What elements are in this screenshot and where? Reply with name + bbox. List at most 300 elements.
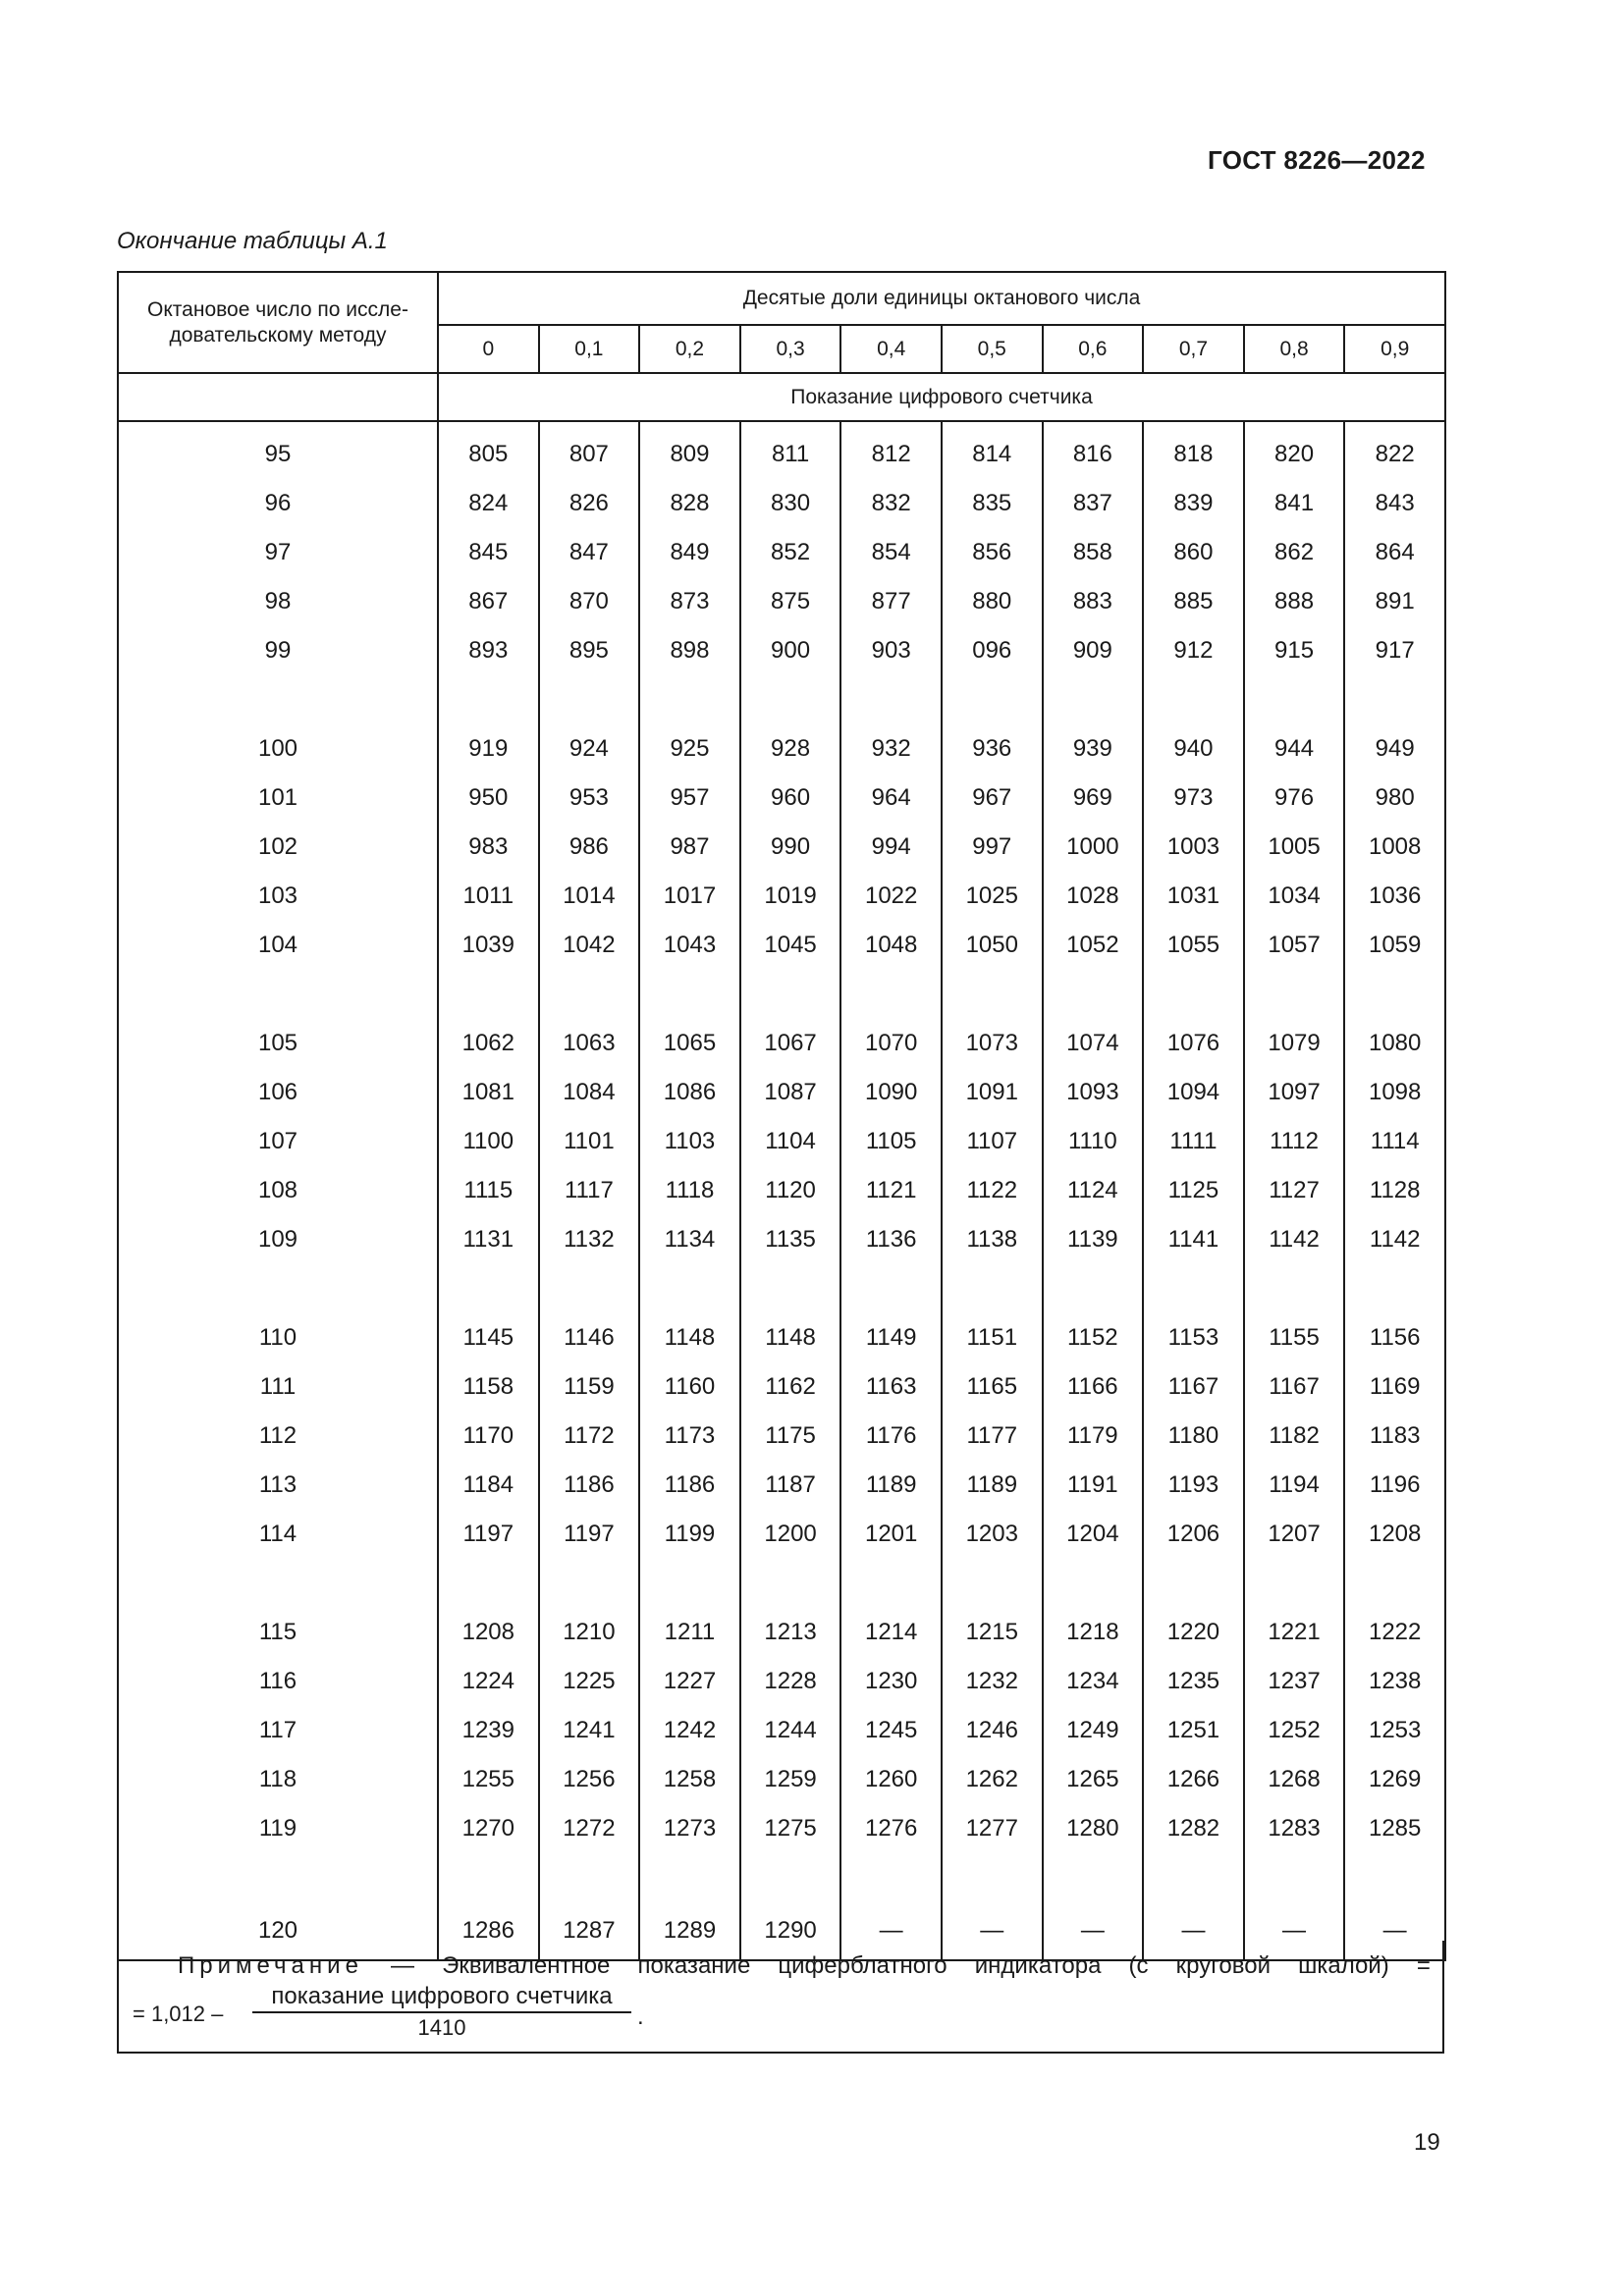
gap-cell xyxy=(539,675,640,724)
counter-value-cell: — xyxy=(1143,1902,1244,1960)
gap-cell xyxy=(118,970,438,1019)
counter-value-cell: 1225 xyxy=(539,1657,640,1706)
counter-value-cell: 835 xyxy=(942,479,1043,528)
counter-value-cell: 944 xyxy=(1244,724,1345,774)
counter-value-cell: 1118 xyxy=(639,1166,740,1215)
header-separator xyxy=(118,421,1445,430)
gap-cell xyxy=(942,675,1043,724)
counter-value-cell: 1097 xyxy=(1244,1068,1345,1117)
column-header: 0,9 xyxy=(1344,325,1445,373)
gap-cell xyxy=(539,1559,640,1608)
counter-value-cell: 1199 xyxy=(639,1510,740,1559)
counter-value-cell: 1091 xyxy=(942,1068,1043,1117)
gap-cell xyxy=(942,1264,1043,1313)
counter-value-cell: 1128 xyxy=(1344,1166,1445,1215)
gap-cell xyxy=(639,1853,740,1902)
table-row xyxy=(118,724,1445,774)
counter-value-cell: 1022 xyxy=(840,872,942,921)
counter-value-cell: 1283 xyxy=(1244,1804,1345,1853)
counter-value-cell: 1028 xyxy=(1043,872,1144,921)
octane-number-cell: 120 xyxy=(118,1902,438,1960)
counter-value-cell: 973 xyxy=(1143,774,1244,823)
counter-value-cell: 1076 xyxy=(1143,1019,1244,1068)
counter-value-cell: 1043 xyxy=(639,921,740,970)
octane-number-cell: 114 xyxy=(118,1510,438,1559)
column-header: 0,5 xyxy=(942,325,1043,373)
counter-value-cell: 1266 xyxy=(1143,1755,1244,1804)
counter-value-cell: 1115 xyxy=(438,1166,539,1215)
counter-value-cell: 885 xyxy=(1143,577,1244,626)
table-row xyxy=(118,1755,1445,1804)
gap-cell xyxy=(1344,1264,1445,1313)
table-row xyxy=(118,577,1445,626)
counter-value-cell: 893 xyxy=(438,626,539,675)
table-row xyxy=(118,1362,1445,1412)
counter-value-cell: 1048 xyxy=(840,921,942,970)
gap-cell xyxy=(1143,1559,1244,1608)
note-word: (с xyxy=(1128,1952,1149,1979)
counter-value-cell: 1255 xyxy=(438,1755,539,1804)
table-row xyxy=(118,774,1445,823)
counter-value-cell: 845 xyxy=(438,528,539,577)
counter-value-cell: 1237 xyxy=(1244,1657,1345,1706)
counter-value-cell: 1127 xyxy=(1244,1166,1345,1215)
counter-value-cell: 1215 xyxy=(942,1608,1043,1657)
counter-value-cell: 1124 xyxy=(1043,1166,1144,1215)
counter-value-cell: 994 xyxy=(840,823,942,872)
column-header: 0,2 xyxy=(639,325,740,373)
octane-number-cell: 119 xyxy=(118,1804,438,1853)
counter-value-cell: 924 xyxy=(539,724,640,774)
counter-value-cell: 898 xyxy=(639,626,740,675)
counter-value-cell: — xyxy=(1043,1902,1144,1960)
counter-value-cell: 1136 xyxy=(840,1215,942,1264)
counter-value-cell: 1252 xyxy=(1244,1706,1345,1755)
octane-number-cell: 106 xyxy=(118,1068,438,1117)
counter-value-cell: 843 xyxy=(1344,479,1445,528)
counter-value-cell: 1152 xyxy=(1043,1313,1144,1362)
counter-value-cell: 1084 xyxy=(539,1068,640,1117)
counter-value-cell: 1277 xyxy=(942,1804,1043,1853)
counter-value-cell: 1268 xyxy=(1244,1755,1345,1804)
counter-value-cell: 1142 xyxy=(1244,1215,1345,1264)
column-header: 0,1 xyxy=(539,325,640,373)
octane-number-cell: 111 xyxy=(118,1362,438,1412)
column-header: 0,6 xyxy=(1043,325,1144,373)
counter-value-cell: 1114 xyxy=(1344,1117,1445,1166)
gap-cell xyxy=(840,970,942,1019)
gap-cell xyxy=(1043,1264,1144,1313)
counter-value-cell: 1287 xyxy=(539,1902,640,1960)
counter-value-cell: 1180 xyxy=(1143,1412,1244,1461)
counter-value-cell: 1207 xyxy=(1244,1510,1345,1559)
gap-cell xyxy=(118,1264,438,1313)
counter-value-cell: 1121 xyxy=(840,1166,942,1215)
octane-number-cell: 96 xyxy=(118,479,438,528)
counter-value-cell: 1276 xyxy=(840,1804,942,1853)
page-number: 19 xyxy=(1414,2129,1440,2156)
gap-cell xyxy=(942,1853,1043,1902)
gap-cell xyxy=(1143,1264,1244,1313)
column-header: 0,4 xyxy=(840,325,942,373)
counter-value-cell: 1253 xyxy=(1344,1706,1445,1755)
counter-value-cell: 1067 xyxy=(740,1019,841,1068)
table-row xyxy=(118,1657,1445,1706)
counter-value-cell: 990 xyxy=(740,823,841,872)
counter-value-cell: 820 xyxy=(1244,430,1345,479)
gap-cell xyxy=(1244,1559,1345,1608)
counter-value-cell: 1120 xyxy=(740,1166,841,1215)
separator-cell xyxy=(1143,421,1244,430)
counter-value-cell: 1213 xyxy=(740,1608,841,1657)
counter-value-cell: 1138 xyxy=(942,1215,1043,1264)
table-row xyxy=(118,1068,1445,1117)
counter-value-cell: 1163 xyxy=(840,1362,942,1412)
counter-value-cell: 1093 xyxy=(1043,1068,1144,1117)
note-word: показание xyxy=(637,1952,751,1979)
counter-value-cell: 903 xyxy=(840,626,942,675)
formula-prefix: = 1,012 – xyxy=(133,2002,224,2026)
table-row xyxy=(118,479,1445,528)
counter-value-cell: 832 xyxy=(840,479,942,528)
counter-value-cell: 1189 xyxy=(942,1461,1043,1510)
counter-value-cell: 888 xyxy=(1244,577,1345,626)
gap-cell xyxy=(639,1264,740,1313)
counter-value-cell: 1112 xyxy=(1244,1117,1345,1166)
octane-number-cell: 112 xyxy=(118,1412,438,1461)
counter-value-cell: 1270 xyxy=(438,1804,539,1853)
counter-value-cell: 1273 xyxy=(639,1804,740,1853)
counter-value-cell: 860 xyxy=(1143,528,1244,577)
gap-cell xyxy=(1244,675,1345,724)
counter-value-cell: 939 xyxy=(1043,724,1144,774)
gap-cell xyxy=(1344,1853,1445,1902)
octane-number-cell: 110 xyxy=(118,1313,438,1362)
counter-value-cell: 1131 xyxy=(438,1215,539,1264)
counter-value-cell: 1079 xyxy=(1244,1019,1345,1068)
counter-value-cell: 980 xyxy=(1344,774,1445,823)
counter-value-cell: 1000 xyxy=(1043,823,1144,872)
counter-value-cell: 957 xyxy=(639,774,740,823)
counter-value-cell: 1224 xyxy=(438,1657,539,1706)
counter-value-cell: 1165 xyxy=(942,1362,1043,1412)
table-row xyxy=(118,1215,1445,1264)
counter-value-cell: 1057 xyxy=(1244,921,1345,970)
group-gap xyxy=(118,1853,1445,1902)
counter-value-cell: 960 xyxy=(740,774,841,823)
counter-value-cell: 1275 xyxy=(740,1804,841,1853)
counter-value-cell: 1090 xyxy=(840,1068,942,1117)
document-code: ГОСТ 8226—2022 xyxy=(1208,145,1426,175)
counter-value-cell: 1260 xyxy=(840,1755,942,1804)
octane-number-cell: 107 xyxy=(118,1117,438,1166)
gap-cell xyxy=(942,970,1043,1019)
counter-value-cell: 1285 xyxy=(1344,1804,1445,1853)
octane-number-cell: 117 xyxy=(118,1706,438,1755)
separator-cell xyxy=(438,421,539,430)
gap-cell xyxy=(740,1853,841,1902)
gap-cell xyxy=(1244,1853,1345,1902)
counter-value-cell: 1045 xyxy=(740,921,841,970)
counter-value-cell: 1011 xyxy=(438,872,539,921)
separator-cell xyxy=(740,421,841,430)
gap-cell xyxy=(539,1853,640,1902)
table-row xyxy=(118,430,1445,479)
counter-value-cell: 1259 xyxy=(740,1755,841,1804)
counter-value-cell: 1262 xyxy=(942,1755,1043,1804)
counter-value-cell: 976 xyxy=(1244,774,1345,823)
column-header: 0 xyxy=(438,325,539,373)
counter-value-cell: 877 xyxy=(840,577,942,626)
counter-value-cell: 1167 xyxy=(1244,1362,1345,1412)
counter-value-cell: 830 xyxy=(740,479,841,528)
gap-cell xyxy=(539,1264,640,1313)
counter-value-cell: 1081 xyxy=(438,1068,539,1117)
sub-header: Показание цифрового счетчика xyxy=(438,373,1445,421)
counter-value-cell: 1251 xyxy=(1143,1706,1244,1755)
counter-value-cell: 912 xyxy=(1143,626,1244,675)
counter-value-cell: 1162 xyxy=(740,1362,841,1412)
counter-value-cell: 1196 xyxy=(1344,1461,1445,1510)
counter-value-cell: 875 xyxy=(740,577,841,626)
counter-value-cell: 880 xyxy=(942,577,1043,626)
counter-value-cell: 1246 xyxy=(942,1706,1043,1755)
counter-value-cell: 950 xyxy=(438,774,539,823)
counter-value-cell: 987 xyxy=(639,823,740,872)
gap-cell xyxy=(840,675,942,724)
counter-value-cell: 1149 xyxy=(840,1313,942,1362)
counter-value-cell: 1245 xyxy=(840,1706,942,1755)
counter-value-cell: 809 xyxy=(639,430,740,479)
note-label: Примечание xyxy=(178,1952,363,1979)
counter-value-cell: 1200 xyxy=(740,1510,841,1559)
table-row xyxy=(118,1019,1445,1068)
gap-cell xyxy=(740,970,841,1019)
counter-value-cell: 1019 xyxy=(740,872,841,921)
note-word: циферблатного xyxy=(778,1952,947,1979)
counter-value-cell: 1111 xyxy=(1143,1117,1244,1166)
counter-value-cell: 807 xyxy=(539,430,640,479)
counter-value-cell: 1256 xyxy=(539,1755,640,1804)
gap-cell xyxy=(118,1853,438,1902)
counter-value-cell: 864 xyxy=(1344,528,1445,577)
counter-value-cell: 925 xyxy=(639,724,740,774)
counter-value-cell: 1232 xyxy=(942,1657,1043,1706)
table-note xyxy=(117,1941,1444,2054)
counter-value-cell: — xyxy=(840,1902,942,1960)
counter-value-cell: 928 xyxy=(740,724,841,774)
octane-number-cell: 113 xyxy=(118,1461,438,1510)
counter-value-cell: — xyxy=(1344,1902,1445,1960)
counter-value-cell: 1208 xyxy=(1344,1510,1445,1559)
counter-value-cell: 1132 xyxy=(539,1215,640,1264)
table-row xyxy=(118,1510,1445,1559)
gap-cell xyxy=(639,1559,740,1608)
counter-value-cell: 1148 xyxy=(740,1313,841,1362)
counter-value-cell: 940 xyxy=(1143,724,1244,774)
note-text-line xyxy=(178,1952,1431,1980)
gap-cell xyxy=(1143,675,1244,724)
octane-number-cell: 100 xyxy=(118,724,438,774)
counter-value-cell: 1249 xyxy=(1043,1706,1144,1755)
gap-cell xyxy=(639,675,740,724)
counter-value-cell: 1197 xyxy=(539,1510,640,1559)
gap-cell xyxy=(840,1559,942,1608)
counter-value-cell: 1269 xyxy=(1344,1755,1445,1804)
table-row xyxy=(118,823,1445,872)
octane-number-cell: 118 xyxy=(118,1755,438,1804)
counter-value-cell: 1139 xyxy=(1043,1215,1144,1264)
counter-value-cell: 1052 xyxy=(1043,921,1144,970)
separator-cell xyxy=(840,421,942,430)
counter-value-cell: 1258 xyxy=(639,1755,740,1804)
octane-number-cell: 108 xyxy=(118,1166,438,1215)
separator-cell xyxy=(118,421,438,430)
octane-number-cell: 116 xyxy=(118,1657,438,1706)
gap-cell xyxy=(1143,970,1244,1019)
octane-number-cell: 109 xyxy=(118,1215,438,1264)
counter-value-cell: 839 xyxy=(1143,479,1244,528)
formula-numerator: показание цифрового счетчика xyxy=(252,1982,631,2013)
counter-value-cell: 1142 xyxy=(1344,1215,1445,1264)
counter-value-cell: 1290 xyxy=(740,1902,841,1960)
gap-cell xyxy=(118,1559,438,1608)
counter-value-cell: 1034 xyxy=(1244,872,1345,921)
counter-value-cell: 1187 xyxy=(740,1461,841,1510)
octane-number-cell: 98 xyxy=(118,577,438,626)
gap-cell xyxy=(1143,1853,1244,1902)
gap-cell xyxy=(438,1264,539,1313)
counter-value-cell: 1289 xyxy=(639,1902,740,1960)
counter-value-cell: 1280 xyxy=(1043,1804,1144,1853)
counter-value-cell: 1194 xyxy=(1244,1461,1345,1510)
gap-cell xyxy=(1043,1853,1144,1902)
counter-value-cell: 936 xyxy=(942,724,1043,774)
counter-value-cell: 1135 xyxy=(740,1215,841,1264)
counter-value-cell: 818 xyxy=(1143,430,1244,479)
counter-value-cell: 1166 xyxy=(1043,1362,1144,1412)
counter-value-cell: 826 xyxy=(539,479,640,528)
counter-value-cell: 1265 xyxy=(1043,1755,1144,1804)
counter-value-cell: 1176 xyxy=(840,1412,942,1461)
counter-value-cell: 1227 xyxy=(639,1657,740,1706)
group-gap xyxy=(118,1264,1445,1313)
group-gap xyxy=(118,1559,1445,1608)
formula-denominator: 1410 xyxy=(417,2015,466,2040)
gap-cell xyxy=(1043,970,1144,1019)
counter-value-cell: 1005 xyxy=(1244,823,1345,872)
counter-value-cell: 1107 xyxy=(942,1117,1043,1166)
counter-value-cell: 1182 xyxy=(1244,1412,1345,1461)
counter-value-cell: 1235 xyxy=(1143,1657,1244,1706)
separator-cell xyxy=(539,421,640,430)
table-body xyxy=(118,421,1445,1960)
counter-value-cell: 1169 xyxy=(1344,1362,1445,1412)
counter-value-cell: 986 xyxy=(539,823,640,872)
counter-value-cell: 1145 xyxy=(438,1313,539,1362)
counter-value-cell: 917 xyxy=(1344,626,1445,675)
counter-value-cell: 867 xyxy=(438,577,539,626)
separator-cell xyxy=(639,421,740,430)
gap-cell xyxy=(1043,1559,1144,1608)
counter-value-cell: 1242 xyxy=(639,1706,740,1755)
counter-value-cell: 822 xyxy=(1344,430,1445,479)
counter-value-cell: 969 xyxy=(1043,774,1144,823)
counter-value-cell: 1103 xyxy=(639,1117,740,1166)
gap-cell xyxy=(118,675,438,724)
counter-value-cell: 856 xyxy=(942,528,1043,577)
table-row xyxy=(118,1166,1445,1215)
counter-value-cell: 1153 xyxy=(1143,1313,1244,1362)
counter-value-cell: 805 xyxy=(438,430,539,479)
counter-value-cell: 1244 xyxy=(740,1706,841,1755)
counter-value-cell: 1050 xyxy=(942,921,1043,970)
counter-value-cell: 1238 xyxy=(1344,1657,1445,1706)
counter-value-cell: 1125 xyxy=(1143,1166,1244,1215)
counter-value-cell: 1062 xyxy=(438,1019,539,1068)
note-word: шкалой) xyxy=(1298,1952,1389,1979)
counter-value-cell: 1167 xyxy=(1143,1362,1244,1412)
gap-cell xyxy=(1244,970,1345,1019)
counter-value-cell: 1239 xyxy=(438,1706,539,1755)
counter-value-cell: 854 xyxy=(840,528,942,577)
table-row xyxy=(118,1412,1445,1461)
counter-value-cell: 1122 xyxy=(942,1166,1043,1215)
gap-cell xyxy=(740,1559,841,1608)
counter-value-cell: 1184 xyxy=(438,1461,539,1510)
counter-value-cell: 096 xyxy=(942,626,1043,675)
counter-value-cell: 1148 xyxy=(639,1313,740,1362)
table-caption: Окончание таблицы А.1 xyxy=(117,228,388,254)
counter-value-cell: 862 xyxy=(1244,528,1345,577)
gap-cell xyxy=(639,970,740,1019)
counter-value-cell: 953 xyxy=(539,774,640,823)
counter-value-cell: 873 xyxy=(639,577,740,626)
counter-value-cell: 1203 xyxy=(942,1510,1043,1559)
octane-number-cell: 99 xyxy=(118,626,438,675)
column-group-header: Десятые доли единицы октанового числа xyxy=(438,272,1445,325)
counter-value-cell: 1141 xyxy=(1143,1215,1244,1264)
counter-value-cell: 1175 xyxy=(740,1412,841,1461)
group-gap xyxy=(118,970,1445,1019)
counter-value-cell: 1059 xyxy=(1344,921,1445,970)
counter-value-cell: 870 xyxy=(539,577,640,626)
counter-value-cell: 1204 xyxy=(1043,1510,1144,1559)
counter-value-cell: 1241 xyxy=(539,1706,640,1755)
note-word: круговой xyxy=(1175,1952,1272,1979)
octane-number-cell: 103 xyxy=(118,872,438,921)
counter-value-cell: 847 xyxy=(539,528,640,577)
counter-value-cell: 1206 xyxy=(1143,1510,1244,1559)
counter-value-cell: 1094 xyxy=(1143,1068,1244,1117)
note-dash: — xyxy=(391,1952,415,1979)
counter-value-cell: 1228 xyxy=(740,1657,841,1706)
counter-value-cell: 1105 xyxy=(840,1117,942,1166)
table-row xyxy=(118,921,1445,970)
table-row xyxy=(118,1117,1445,1166)
table-row xyxy=(118,528,1445,577)
counter-value-cell: 1087 xyxy=(740,1068,841,1117)
table-row xyxy=(118,872,1445,921)
counter-value-cell: 1156 xyxy=(1344,1313,1445,1362)
counter-value-cell: 895 xyxy=(539,626,640,675)
counter-value-cell: 1272 xyxy=(539,1804,640,1853)
counter-value-cell: 1210 xyxy=(539,1608,640,1657)
counter-value-cell: 852 xyxy=(740,528,841,577)
counter-value-cell: 1134 xyxy=(639,1215,740,1264)
counter-value-cell: 983 xyxy=(438,823,539,872)
counter-value-cell: 1155 xyxy=(1244,1313,1345,1362)
